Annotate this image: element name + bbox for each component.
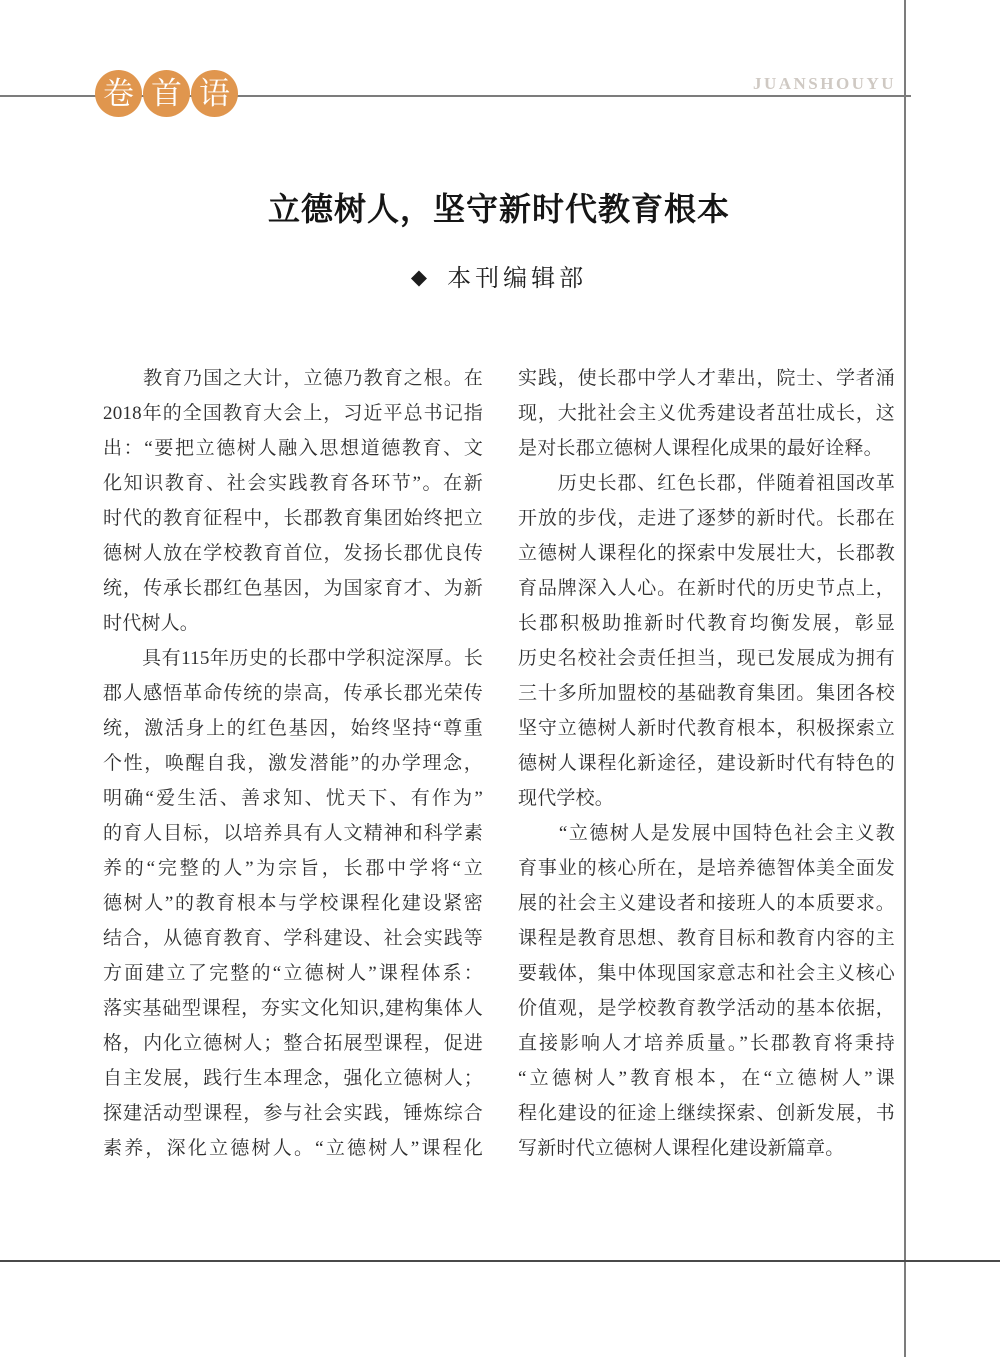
text-line: 落实基础型课程，夯实文化知识,建构集体人 — [103, 998, 483, 1019]
text-line: 探建活动型课程，参与社会实践，锤炼综合 — [103, 1103, 483, 1124]
text-line: 的育人目标，以培养具有人文精神和科学素 — [103, 823, 483, 844]
bottom-rule-line — [0, 1260, 1000, 1262]
text-line: 育品牌深入人心。在新时代的历史节点上， — [518, 578, 895, 599]
text-line: 结合，从德育教育、学科建设、社会实践等 — [103, 928, 483, 949]
article-byline — [103, 260, 895, 296]
right-rule-line — [904, 0, 906, 1357]
text-line: 明确“爱生活、善求知、忧天下、有作为” — [103, 788, 483, 809]
text-line: 要载体，集中体现国家意志和社会主义核心 — [518, 963, 895, 984]
text-line: 立德树人课程化的探索中发展壮大，长郡教 — [518, 543, 895, 564]
text-line: 统，传承长郡红色基因，为国家育才、为新 — [103, 578, 483, 599]
text-line: 时代树人。 — [103, 613, 200, 634]
text-line: 养的“完整的人”为宗旨，长郡中学将“立 — [103, 858, 483, 879]
text-line: 价值观，是学校教育教学活动的基本依据， — [518, 998, 895, 1019]
text-line: 2018年的全国教育大会上，习近平总书记指 — [103, 403, 483, 424]
text-line: 课程是教育思想、教育目标和教育内容的主 — [518, 928, 895, 949]
text-line: 化知识教育、社会实践教育各环节”。在新 — [103, 473, 483, 494]
logo-circle-juan: 卷 — [95, 70, 142, 117]
text-line: 教育乃国之大计，立德乃教育之根。在 — [103, 368, 483, 389]
text-line: 现，大批社会主义优秀建设者茁壮成长，这 — [518, 403, 895, 424]
byline-author: 本刊编辑部 — [447, 266, 588, 292]
text-line: 方面建立了完整的“立德树人”课程体系： — [103, 963, 483, 984]
text-line: 直接影响人才培养质量。”长郡教育将秉持 — [518, 1033, 895, 1054]
text-line: “立德树人是发展中国特色社会主义教 — [518, 823, 895, 844]
diamond-icon: ◆ — [410, 265, 428, 289]
text-line: “立德树人”教育根本，在“立德树人”课 — [518, 1068, 895, 1089]
text-line: 育事业的核心所在，是培养德智体美全面发 — [518, 858, 895, 879]
text-line: 历史名校社会责任担当，现已发展成为拥有 — [518, 648, 895, 669]
text-line: 写新时代立德树人课程化建设新篇章。 — [518, 1138, 845, 1159]
text-line: 素养，深化立德树人。“立德树人”课程化 — [103, 1138, 483, 1159]
text-line: 是对长郡立德树人课程化成果的最好诠释。 — [518, 438, 883, 459]
text-line: 出：“要把立德树人融入思想道德教育、文 — [103, 438, 483, 459]
text-line: 德树人”的教育根本与学校课程化建设紧密 — [103, 893, 483, 914]
text-line: 具有115年历史的长郡中学积淀深厚。长 — [103, 648, 483, 669]
text-line: 郡人感悟革命传统的崇高，传承长郡光荣传 — [103, 683, 483, 704]
text-line: 展的社会主义建设者和接班人的本质要求。 — [518, 893, 895, 914]
text-line: 格，内化立德树人；整合拓展型课程，促进 — [103, 1033, 483, 1054]
logo-circle-shou: 首 — [143, 70, 190, 117]
text-line: 程化建设的征途上继续探索、创新发展，书 — [518, 1103, 895, 1124]
text-line: 实践，使长郡中学人才辈出，院士、学者涌 — [518, 368, 895, 389]
text-line: 历史长郡、红色长郡，伴随着祖国改革 — [518, 473, 895, 494]
logo-circle-yu: 语 — [191, 70, 238, 117]
text-line: 坚守立德树人新时代教育根本，积极探索立 — [518, 718, 895, 739]
text-line: 统，激活身上的红色基因，始终坚持“尊重 — [103, 718, 483, 739]
text-line: 个性，唤醒自我，激发潜能”的办学理念， — [103, 753, 483, 774]
article-title: 立德树人，坚守新时代教育根本 — [267, 191, 730, 227]
text-line: 德树人放在学校教育首位，发扬长郡优良传 — [103, 543, 483, 564]
journal-name-english: JUANSHOUYU — [752, 74, 896, 93]
right-column — [518, 361, 895, 1166]
left-column — [103, 361, 483, 1166]
text-line: 三十多所加盟校的基础教育集团。集团各校 — [518, 683, 895, 704]
text-line: 开放的步伐，走进了逐梦的新时代。长郡在 — [518, 508, 895, 529]
text-line: 时代的教育征程中，长郡教育集团始终把立 — [103, 508, 483, 529]
text-line: 自主发展，践行生本理念，强化立德树人； — [103, 1068, 483, 1089]
masthead-logo — [95, 70, 238, 117]
text-line: 长郡积极助推新时代教育均衡发展，彰显 — [518, 613, 895, 634]
text-line: 德树人课程化新途径，建设新时代有特色的 — [518, 753, 895, 774]
text-line: 现代学校。 — [518, 788, 615, 809]
